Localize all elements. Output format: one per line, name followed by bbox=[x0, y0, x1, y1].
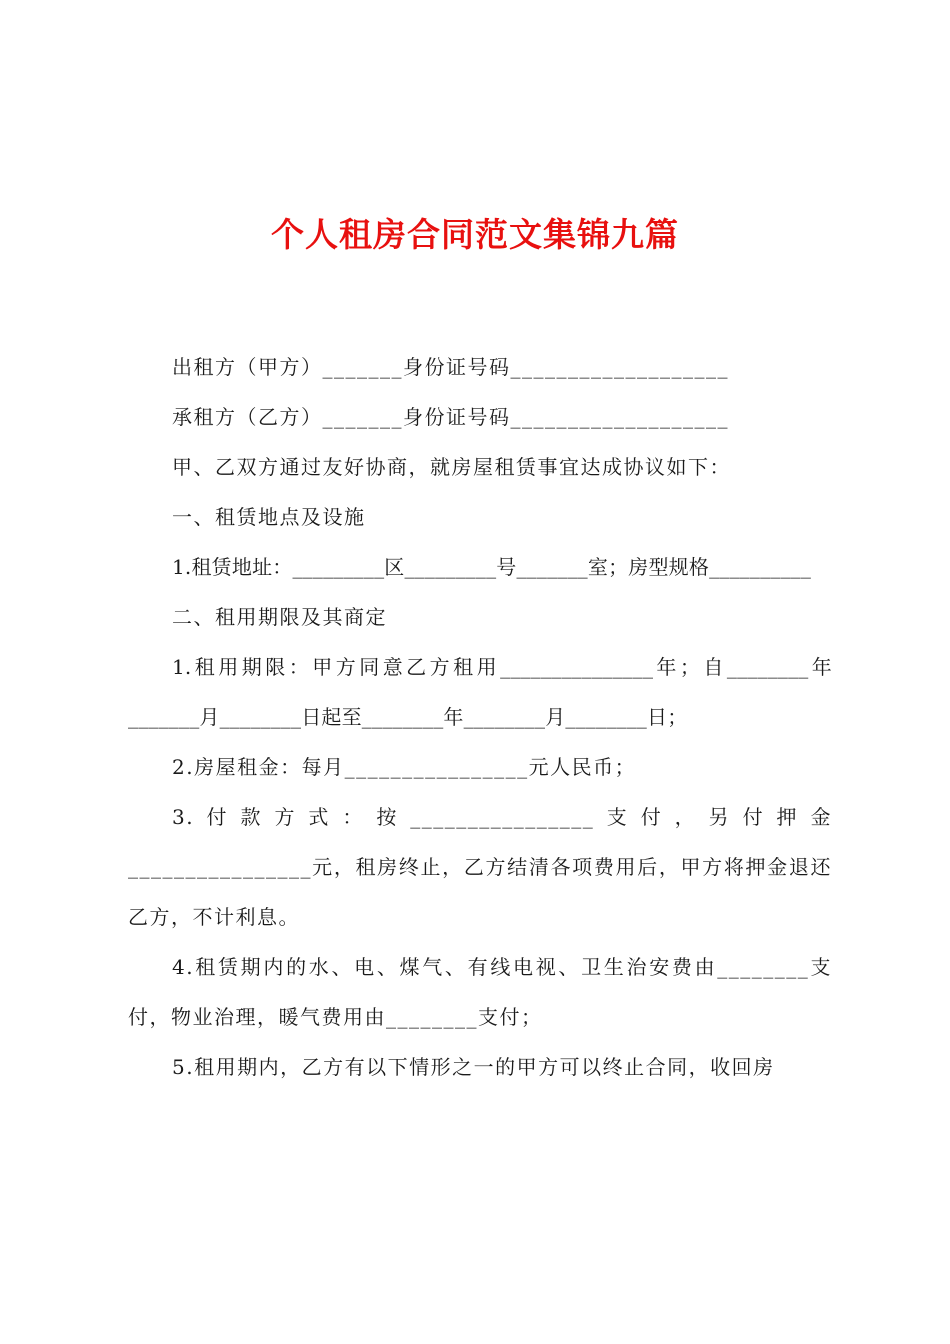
paragraph-termination: 5.租用期内，乙方有以下情形之一的甲方可以终止合同，收回房 bbox=[172, 1055, 775, 1079]
paragraph-address: 1.租赁地址：_________区_________号_______室；房型规格__________ bbox=[172, 555, 812, 579]
paragraph-utilities: 4.租赁期内的水、电、煤气、有线电视、卫生治安费由________支付，物业治理，暖气费用由________支付； bbox=[128, 955, 832, 1029]
paragraph-lessee: 承租方（乙方）_______身份证号码___________________ bbox=[172, 405, 729, 429]
paragraph-agreement-intro: 甲、乙双方通过友好协商，就房屋租赁事宜达成协议如下： bbox=[172, 455, 731, 479]
paragraph-lease-term: 1.租用期限：甲方同意乙方租用_______________年；自________年_______月________日起至________年________月________日； bbox=[128, 655, 832, 729]
document-body bbox=[128, 342, 832, 1092]
section-heading-term: 二、租用期限及其商定 bbox=[172, 605, 387, 629]
paragraph-lessor: 出租方（甲方）_______身份证号码___________________ bbox=[172, 355, 729, 379]
section-heading-location: 一、租赁地点及设施 bbox=[172, 505, 366, 529]
paragraph-payment: 3.付款方式：按________________支付，另付押金________________元，租房终止，乙方结清各项费用后，甲方将押金退还乙方，不计利息。 bbox=[128, 805, 832, 929]
paragraph-rent: 2.房屋租金：每月________________元人民币； bbox=[172, 755, 637, 779]
document-title: 个人租房合同范文集锦九篇 bbox=[271, 215, 679, 254]
